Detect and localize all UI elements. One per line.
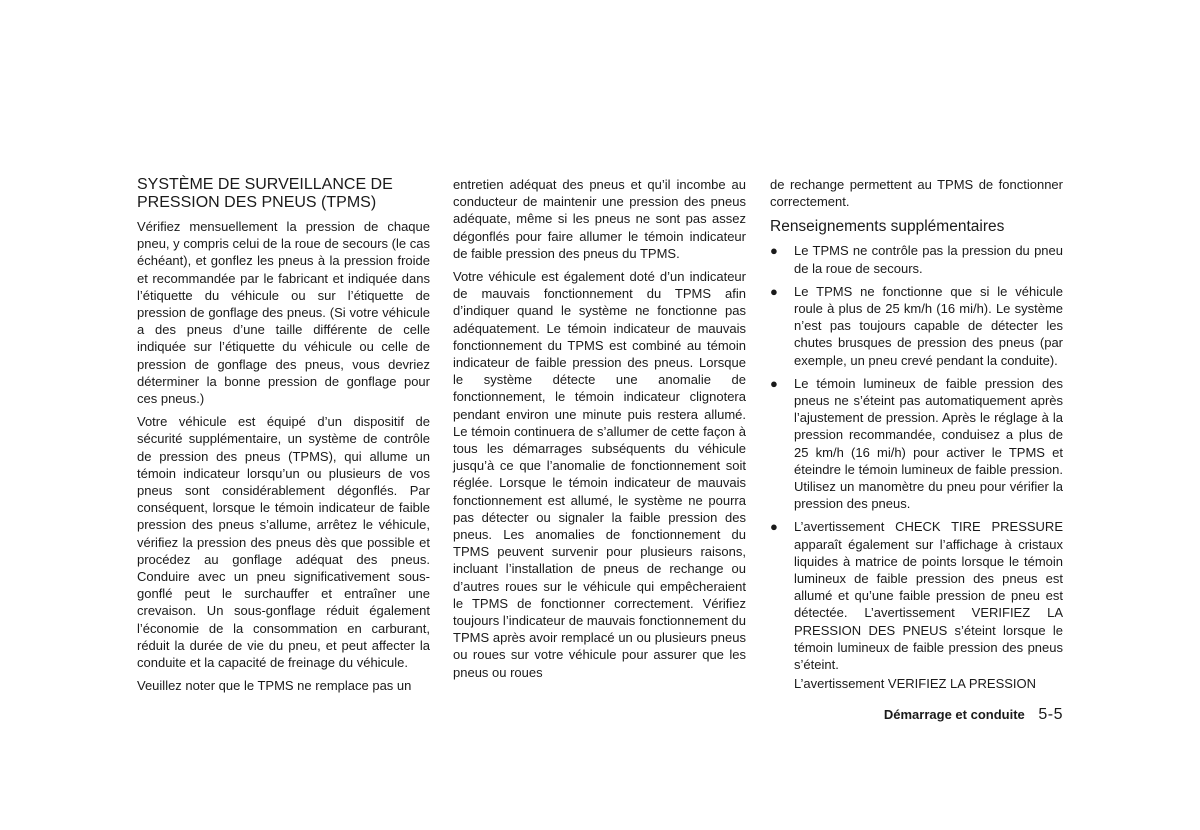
bullet-item (770, 375, 1063, 513)
paragraph: Veuillez noter que le TPMS ne remplace pas un (137, 678, 412, 694)
paragraph: Votre véhicule est équipé d’un dispositif de sécurité supplémentaire, un système de contrôle de pression des pneus (TPMS), qui allume un témoin indicateur lorsqu’un ou plusieurs de vos pneus sont considérablement dégonflés. Par conséquent, lorsque le témoin indicateur de faible pression des pneus s’allume, arrêtez le véhicule, vérifiez la pression des pneus dès que possible et procédez au gonflage adéquat des pneus. Conduire avec un pneu significativement sous-gonflé peut le surchauffer et entraîner une crevaison. Un sous-gonflage réduit également l’économie de la consommation en carburant, réduit la durée de vie du pneu, et peut affecter la conduite et la capacité de freinage du véhicule. (137, 414, 430, 671)
paragraph: Votre véhicule est également doté d’un indicateur de mauvais fonctionnement du TPMS afin d’indiquer quand le système ne fonctionne pas adéquatement. Le témoin indicateur de mauvais fonctionnement du TPMS est combiné au témoin indicateur de faible pression des pneus. Lorsque le système détecte une anomalie de fonctionnement, le témoin indicateur clignotera pendant environ une minute puis restera allumé. Le témoin continuera de s’allumer de cette façon à tous les démarrages subséquents du véhicule jusqu’à ce que l’anomalie de fonctionnement soit réglée. Lorsque le témoin indicateur de mauvais fonctionnement est allumé, le système ne pourra pas détecter ou signaler la faible pression des pneus. Les anomalies de fonctionnement du TPMS peuvent survenir pour plusieurs raisons, incluant l’installation de pneus de rechange ou d’autres roues sur le véhicule qui empêcheraient le TPMS de fonctionner correctement. Vérifiez toujours l’indicateur de mauvais fonctionnement du TPMS après avoir remplacé un ou plusieurs pneus ou roues sur votre véhicule pour assurer que les pneus ou roues (453, 269, 746, 680)
bullet-icon: ● (770, 519, 778, 535)
paragraph: Vérifiez mensuellement la pression de chaque pneu, y compris celui de la roue de secours (le cas échéant), et gonflez les pneus à la pression froide et recommandée par le fabricant et indiquée dans l’étiquette du véhicule ou sur l’étiquette de pression de gonflage des pneus. (Si votre véhicule a des pneus d’une taille différente de celle indiquée sur l’étiquette du véhicule ou celle de pression de gonflage des pneus, vous devriez déterminer la bonne pression de gonflage pour ces pneus.) (137, 219, 430, 407)
bullet-list (770, 242, 1063, 673)
column-2 (453, 176, 746, 687)
paragraph: entretien adéquat des pneus et qu’il incombe au conducteur de maintenir une pression des pneus adéquate, même si les pneus ne sont pas assez dégonflés pour faire allumer le témoin indicateur de faible pression des pneus du TPMS. (453, 177, 746, 261)
bullet-text: Le TPMS ne contrôle pas la pression du pneu de la roue de secours. (794, 243, 1063, 276)
footer-section-title: Démarrage et conduite (883, 707, 1025, 722)
page-footer (860, 706, 1063, 723)
bullet-item (770, 283, 1063, 369)
column-1 (137, 176, 430, 700)
bullet-item (770, 242, 1063, 276)
bullet-text: Le témoin lumineux de faible pression des pneus ne s’éteint pas automatiquement après l’ajustement de pression. Après le réglage à la pression recommandée, conduisez a plus de 25 km/h (16 mi/h) pour activer le TPMS et éteindre le témoin lumineux de faible pression. Utilisez un manomètre du pneu pour vérifier la pression des pneus. (794, 375, 1063, 512)
bullet-icon: ● (770, 283, 778, 299)
bullet-icon: ● (770, 375, 778, 391)
bullet-item (770, 518, 1063, 673)
paragraph-continuation: L’avertissement VERIFIEZ LA PRESSION (794, 676, 1037, 692)
bullet-text: L’avertissement CHECK TIRE PRESSURE apparaît également sur l’affichage à cristaux liquides à matrice de points lorsque le témoin lumineux de faible pression des pneus est allumé et qu’une faible pression de pneu est détectée. L’avertissement VERIFIEZ LA PRESSION DES PNEUS s’éteint lorsque le témoin lumineux de faible pression des pneus s’éteint. (794, 519, 1063, 673)
section-title: SYSTÈME DE SURVEILLANCE DE PRESSION DES PNEUS (TPMS) (137, 176, 393, 211)
paragraph: de rechange permettent au TPMS de fonctionner correctement. (770, 177, 1063, 210)
page-number: 5-5 (1038, 706, 1063, 723)
bullet-text: Le TPMS ne fonctionne que si le véhicule roule à plus de 25 km/h (16 mi/h). Le système n’est pas toujours capable de détecter les chutes brusques de pression des pneus (par exemple, un pneu crevé pendant la conduite). (794, 283, 1063, 368)
bullet-icon: ● (770, 243, 778, 259)
subsection-title: Renseignements supplémentaires (770, 218, 1005, 236)
column-3 (770, 176, 1063, 698)
